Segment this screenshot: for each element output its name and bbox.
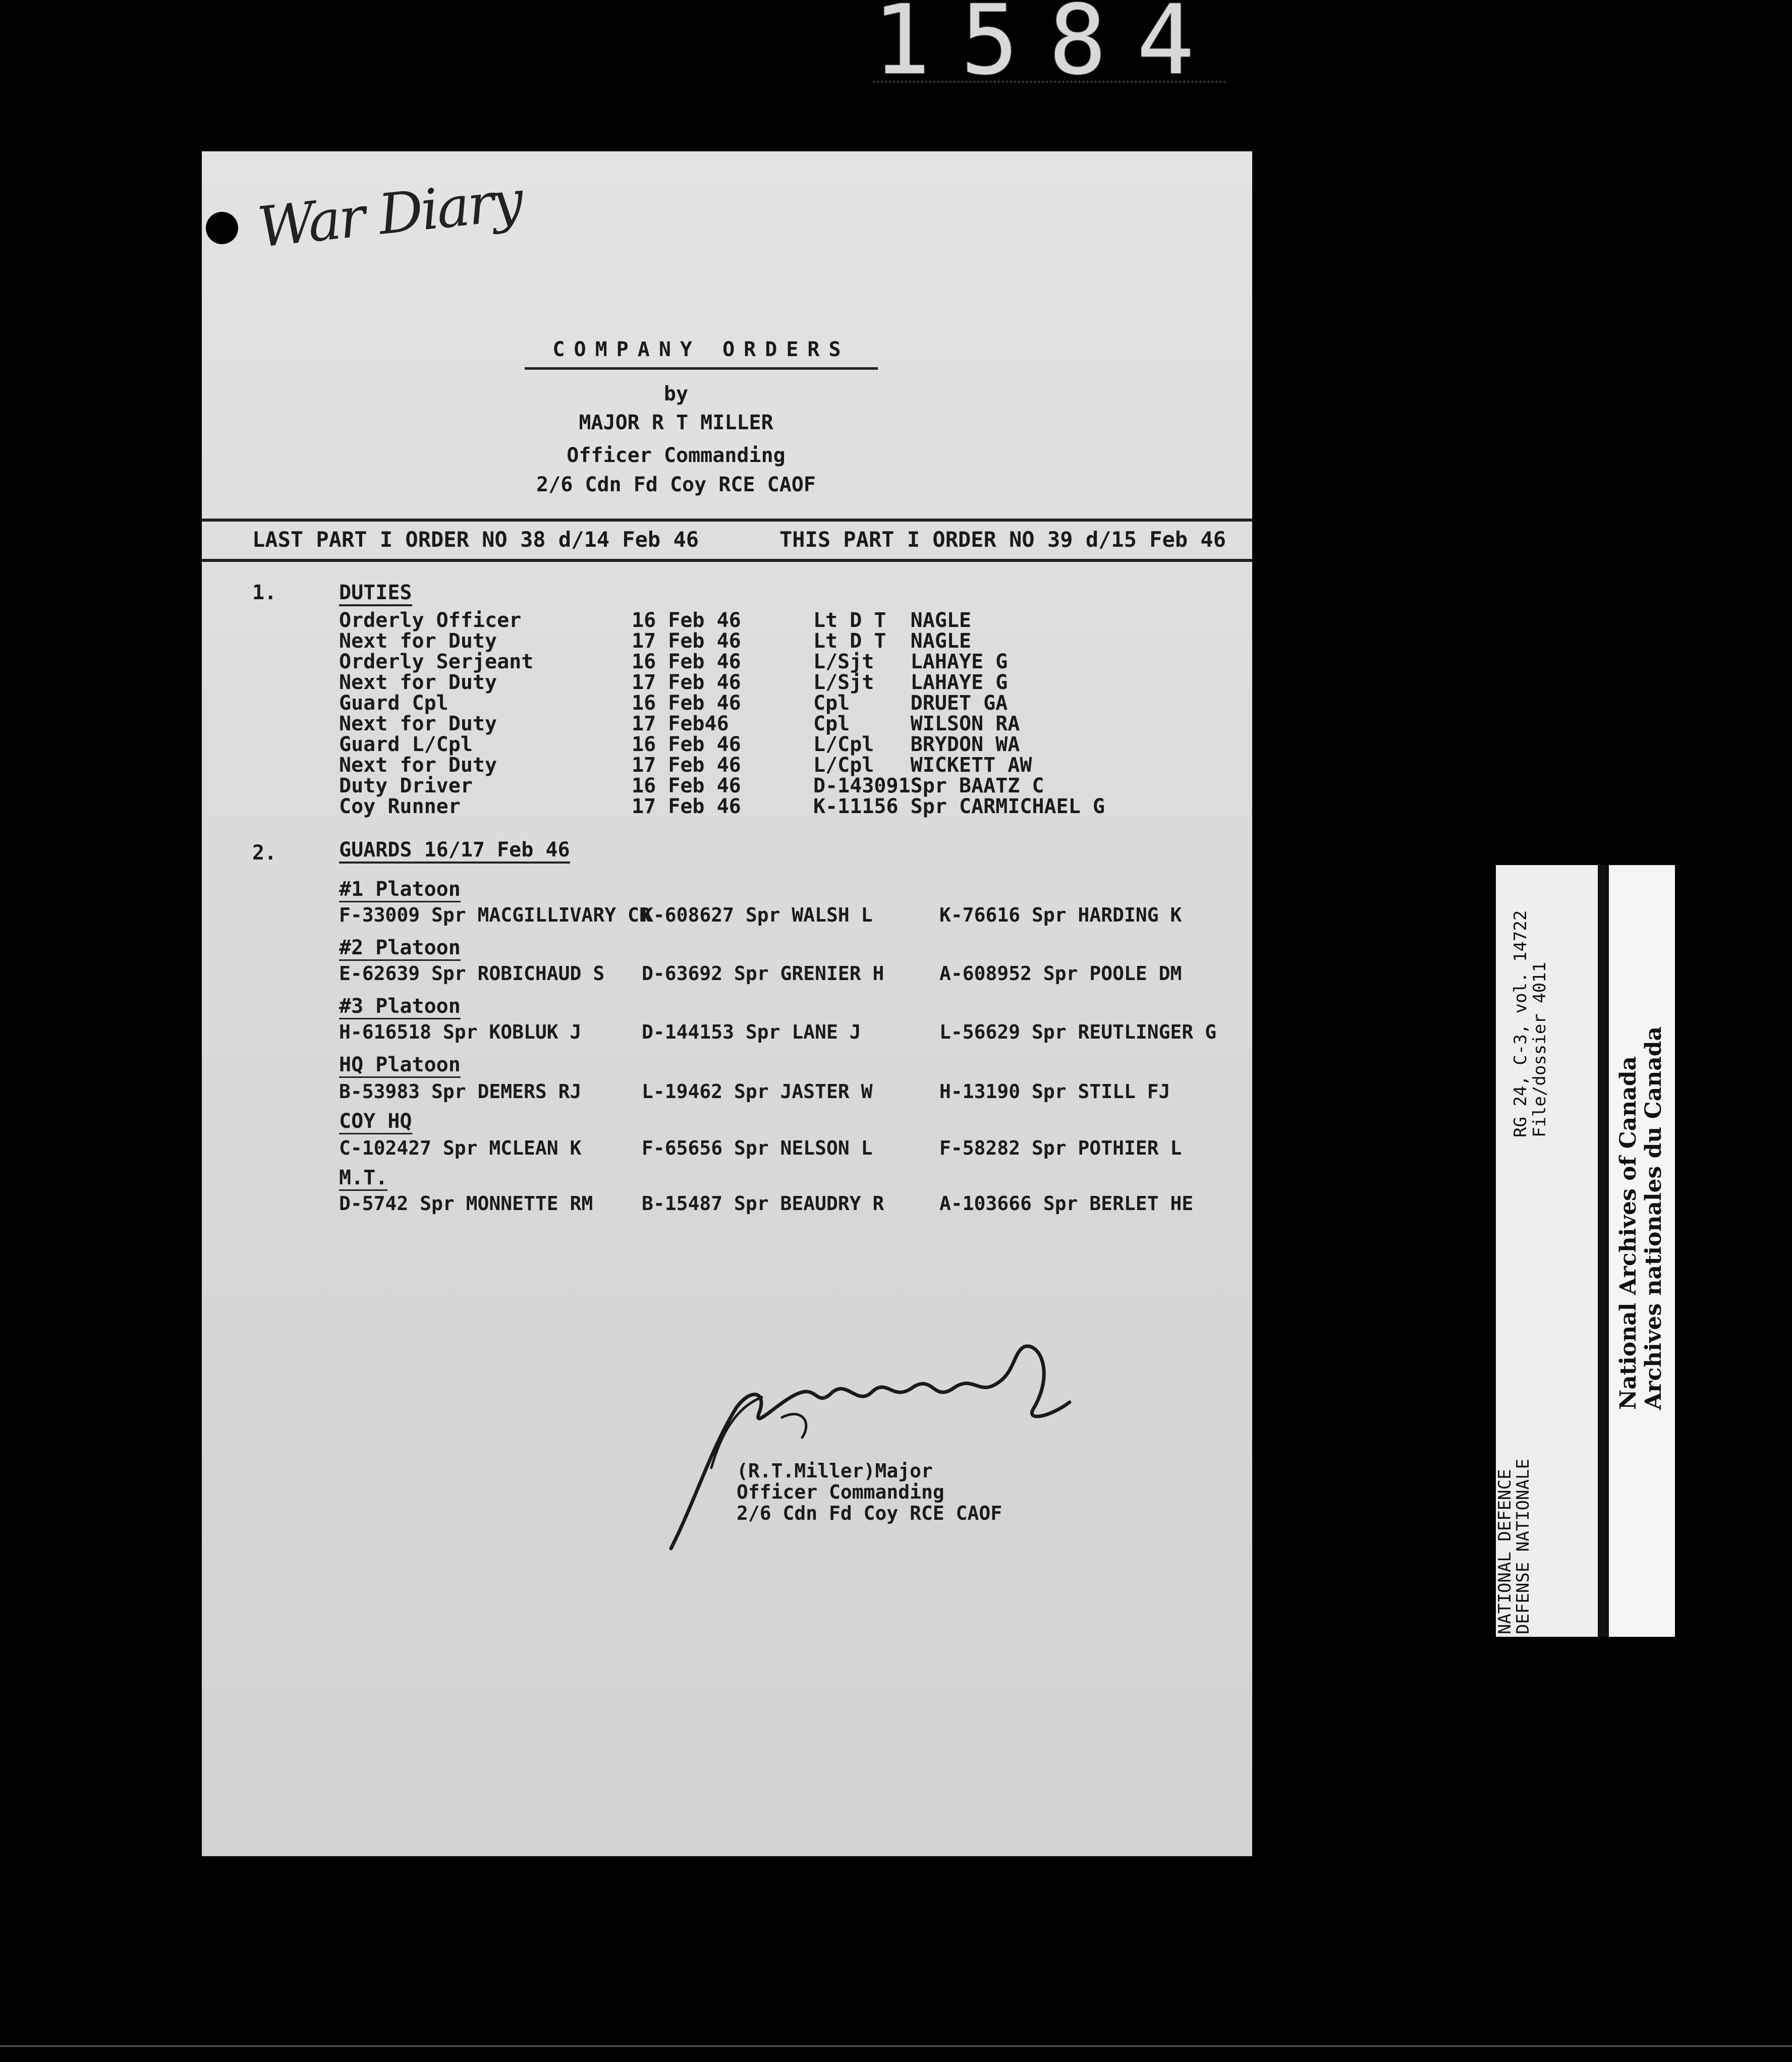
rank-cell: K-11156 [813, 795, 899, 818]
duty-row [339, 610, 1105, 631]
name-cell: Spr CARMICHAEL G [910, 795, 1105, 818]
platoon-3-title: #3 Platoon [339, 995, 461, 1019]
order-numbers-row [252, 527, 1226, 552]
coy-hq-title: COY HQ [339, 1110, 412, 1134]
rank-cell: Lt D T [813, 629, 886, 653]
coy-hq-row [339, 1137, 1247, 1159]
guard-entry: E-62639 Spr ROBICHAUD S [339, 962, 605, 985]
name-cell: WICKETT AW [910, 754, 1032, 777]
rank-cell: L/Cpl [813, 754, 874, 777]
guard-entry: A-103666 Spr BERLET HE [939, 1192, 1194, 1215]
duty-cell: Next for Duty [339, 754, 497, 777]
date-cell: 16 Feb 46 [632, 650, 741, 673]
archives-name-fr: Archives nationales du Canada [1641, 1026, 1666, 1410]
section-1-title: DUTIES [339, 581, 412, 606]
department-line-2: DEFENSE NATIONALE [1513, 1459, 1533, 1634]
platoon-1-title: #1 Platoon [339, 878, 461, 902]
archives-name-en: National Archives of Canada [1615, 1056, 1641, 1410]
guard-entry: B-15487 Spr BEAUDRY R [642, 1192, 884, 1215]
duty-cell: Next for Duty [339, 712, 497, 735]
header-role: Officer Commanding [567, 444, 786, 467]
date-cell: 16 Feb 46 [632, 692, 741, 715]
section-1-number: 1. [252, 581, 277, 604]
duty-row [339, 796, 1105, 817]
date-cell: 17 Feb 46 [632, 629, 741, 653]
guard-entry: K-608627 Spr WALSH L [642, 904, 873, 926]
signature-block [737, 1460, 1002, 1524]
archives-name [1616, 1026, 1666, 1410]
duty-row [339, 631, 1105, 652]
guard-entry: D-5742 Spr MONNETTE RM [339, 1192, 593, 1215]
handwritten-note: War Diary [254, 167, 525, 260]
duty-cell: Next for Duty [339, 671, 497, 694]
duty-row [339, 714, 1105, 734]
section-2-number: 2. [252, 841, 277, 865]
header-rule-top [202, 519, 1252, 522]
department-label [1496, 1459, 1532, 1634]
rank-cell: D-143091 [813, 774, 911, 797]
platoon-1-row [339, 904, 1247, 926]
document-title: COMPANY ORDERS [525, 338, 878, 370]
duty-row [339, 755, 1105, 776]
guard-entry: A-608952 Spr POOLE DM [939, 962, 1182, 985]
hq-platoon-row [339, 1080, 1247, 1103]
date-cell: 16 Feb 46 [632, 774, 741, 797]
rank-cell: Cpl [813, 692, 850, 715]
signature-name: (R.T.Miller)Major [737, 1460, 933, 1482]
date-cell: 17 Feb 46 [632, 795, 741, 818]
name-cell: Spr BAATZ C [910, 774, 1044, 797]
duty-row [339, 652, 1105, 672]
guard-entry: F-58282 Spr POTHIER L [939, 1137, 1182, 1159]
name-cell: NAGLE [910, 629, 972, 653]
signature-role: Officer Commanding [737, 1481, 944, 1503]
archive-label-reference-panel [1496, 865, 1597, 1637]
guard-entry: F-65656 Spr NELSON L [642, 1137, 873, 1159]
platoon-2-row [339, 962, 1247, 985]
department-line-1: NATIONAL DEFENCE [1495, 1469, 1515, 1634]
guard-entry: K-76616 Spr HARDING K [939, 904, 1182, 926]
guard-entry: H-13190 Spr STILL FJ [939, 1080, 1170, 1103]
hq-platoon-title: HQ Platoon [339, 1053, 461, 1078]
header-by: by [663, 382, 689, 406]
header-unit: 2/6 Cdn Fd Coy RCE CAOF [536, 473, 816, 496]
this-order-number: THIS PART I ORDER NO 39 d/15 Feb 46 [779, 527, 1226, 552]
rank-cell: L/Sjt [813, 650, 874, 673]
reference-line-2: File/dossier 4011 [1530, 962, 1550, 1137]
guard-entry: B-53983 Spr DEMERS RJ [339, 1080, 582, 1103]
duties-table [339, 610, 1105, 817]
platoon-3-row [339, 1021, 1247, 1043]
date-cell: 16 Feb 46 [632, 733, 741, 756]
duty-row [339, 693, 1105, 714]
date-cell: 17 Feb 46 [632, 754, 741, 777]
name-cell: BRYDON WA [910, 733, 1020, 756]
archive-label [1496, 865, 1675, 1637]
guard-entry: C-102427 Spr MCLEAN K [339, 1137, 582, 1159]
document-page [202, 151, 1252, 1856]
name-cell: LAHAYE G [910, 671, 1008, 694]
platoon-2-title: #2 Platoon [339, 936, 461, 961]
microfilm-frame-number: 1584 [873, 0, 1226, 83]
date-cell: 17 Feb46 [632, 712, 729, 735]
duty-row [339, 734, 1105, 755]
name-cell: LAHAYE G [910, 650, 1008, 673]
film-edge-line [0, 2045, 1792, 2047]
guard-entry: L-19462 Spr JASTER W [642, 1080, 873, 1103]
duty-cell: Guard Cpl [339, 692, 449, 715]
reference-line-1: RG 24, C-3, vol. 14722 [1510, 910, 1531, 1137]
duty-cell: Orderly Officer [339, 609, 522, 632]
archive-label-divider [1598, 865, 1609, 1637]
name-cell: NAGLE [910, 609, 972, 632]
date-cell: 17 Feb 46 [632, 671, 741, 694]
duty-row [339, 776, 1105, 796]
duty-cell: Orderly Serjeant [339, 650, 534, 673]
guard-entry: D-144153 Spr LANE J [642, 1021, 861, 1043]
guard-entry: D-63692 Spr GRENIER H [642, 962, 884, 985]
date-cell: 16 Feb 46 [632, 609, 741, 632]
duty-cell: Guard L/Cpl [339, 733, 473, 756]
duty-cell: Duty Driver [339, 774, 473, 797]
rank-cell: Cpl [813, 712, 850, 735]
header-rule-bottom [202, 559, 1252, 562]
last-order-number: LAST PART I ORDER NO 38 d/14 Feb 46 [252, 527, 699, 552]
name-cell: DRUET GA [910, 692, 1008, 715]
guard-entry: L-56629 Spr REUTLINGER G [939, 1021, 1217, 1043]
section-2-title: GUARDS 16/17 Feb 46 [339, 838, 570, 864]
duty-row [339, 672, 1105, 693]
archive-label-name-panel [1611, 865, 1675, 1637]
punch-hole [206, 212, 238, 244]
duty-cell: Next for Duty [339, 629, 497, 653]
archive-reference [1511, 910, 1549, 1137]
header-commander: MAJOR R T MILLER [579, 411, 773, 434]
name-cell: WILSON RA [910, 712, 1020, 735]
mt-row [339, 1192, 1247, 1215]
rank-cell: L/Cpl [813, 733, 874, 756]
guard-entry: H-616518 Spr KOBLUK J [339, 1021, 582, 1043]
rank-cell: L/Sjt [813, 671, 874, 694]
guard-entry: F-33009 Spr MACGILLIVARY CR [339, 904, 651, 926]
duty-cell: Coy Runner [339, 795, 461, 818]
signature-unit: 2/6 Cdn Fd Coy RCE CAOF [737, 1502, 1002, 1524]
rank-cell: Lt D T [813, 609, 886, 632]
mt-title: M.T. [339, 1166, 387, 1191]
